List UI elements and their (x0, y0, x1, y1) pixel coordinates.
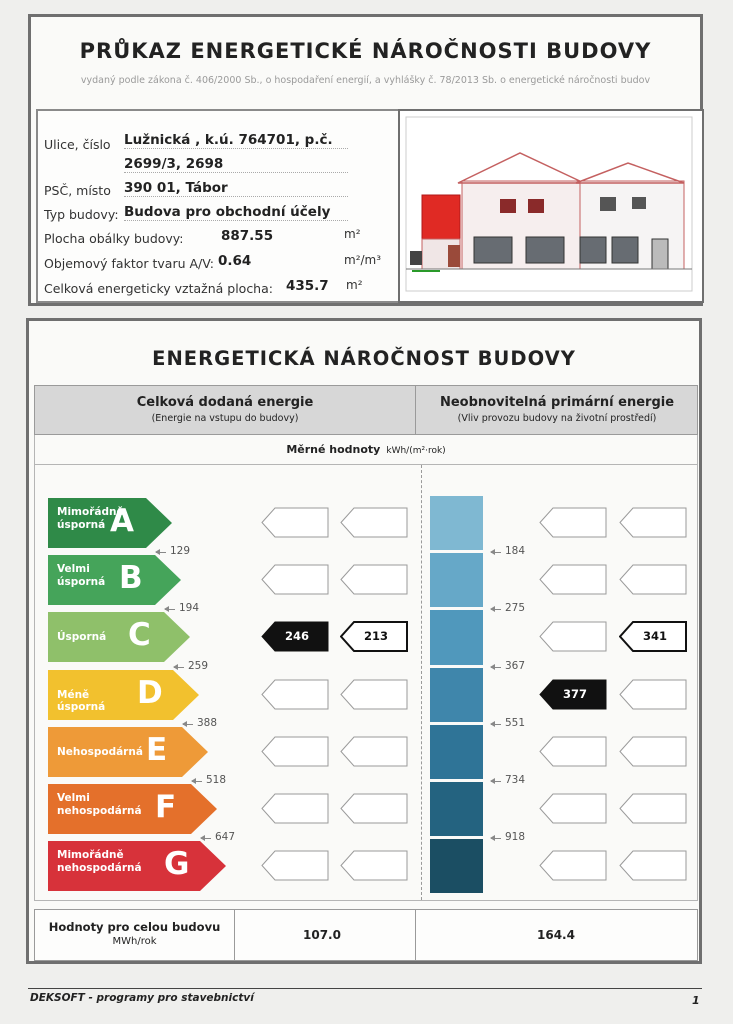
left-threshold-value: 194 (179, 602, 200, 615)
building-facade-image (400, 111, 698, 297)
energy-class-f (48, 784, 217, 834)
class-d-letter: D (137, 674, 163, 711)
building-details-panel (36, 109, 426, 303)
street-value-1: Lužnická , k.ú. 764701, p.č. (124, 132, 333, 148)
left-threshold-tick (201, 838, 211, 839)
envelope-area-value: 887.55 (221, 228, 274, 244)
left-threshold-tick (174, 667, 184, 668)
right-threshold-tick (491, 552, 501, 553)
left-threshold-tick (183, 724, 193, 725)
left-arrow-black-b (261, 564, 329, 595)
right-arrow-black-d (539, 679, 607, 710)
specific-values-row (34, 435, 698, 465)
left-arrow-black-d (261, 679, 329, 710)
right-arrow-white-a (619, 507, 687, 538)
energy-rating-box (26, 318, 702, 964)
left-arrow-white-a (340, 507, 408, 538)
street-label: Ulice, číslo (44, 137, 111, 152)
left-arrow-white-c-value: 213 (364, 629, 389, 644)
building-type-value: Budova pro obchodní účely (124, 204, 331, 220)
left-threshold-value: 388 (197, 716, 218, 729)
right-threshold-value: 734 (505, 774, 526, 786)
primary-scale-segment-c (430, 610, 483, 664)
primary-scale-segment-g (430, 839, 483, 893)
right-arrow-black-f (539, 793, 607, 824)
energy-class-d (48, 670, 199, 720)
left-threshold-tick (192, 781, 202, 782)
building-type-label: Typ budovy: (44, 207, 119, 222)
right-arrow-white-b (619, 564, 687, 595)
building-info-box (28, 14, 703, 306)
totals-label: Hodnoty pro celou budovu MWh/rok (35, 910, 235, 960)
right-arrow-white-f (619, 793, 687, 824)
document-subtitle: vydaný podle zákona č. 406/2000 Sb., o hospodaření energií, a vyhlášky č. 78/2013 Sb. o energetické náročnosti budov (80, 75, 651, 86)
class-f-letter: F (155, 789, 177, 825)
class-g-label: Mimořádně nehospodárná (57, 849, 142, 874)
class-f-label: Velmi nehospodárná (57, 792, 142, 817)
left-arrow-black-a (261, 507, 329, 538)
right-threshold-value: 918 (505, 831, 526, 844)
specific-values-unit: kWh/(m²·rok) (386, 446, 446, 456)
footer-publisher: DEKSOFT - programy pro stavebnictví (30, 992, 254, 1004)
right-arrow-black-e (539, 736, 607, 767)
class-e-label: Nehospodárná (57, 745, 143, 758)
energy-class-b (48, 555, 181, 605)
left-arrow-black-e (261, 736, 329, 767)
right-threshold-tick (491, 781, 501, 782)
primary-scale-segment-f (430, 782, 483, 836)
class-b-label: Velmi úsporná (57, 563, 106, 588)
shape-factor-unit: m²/m³ (344, 253, 382, 267)
right-arrow-black-a (539, 507, 607, 538)
energy-class-chart (34, 465, 698, 901)
class-a-label: Mimořádně úsporná (57, 506, 124, 531)
psc-label: PSČ, místo (44, 183, 111, 198)
primary-scale-segment-a (430, 496, 483, 550)
class-b-letter: B (119, 560, 143, 597)
street-value-2: 2699/3, 2698 (124, 156, 224, 172)
energy-class-g (48, 841, 226, 891)
reference-area-label: Celková energeticky vztažná plocha: (44, 281, 273, 296)
class-d-label: Méně úsporná (57, 688, 106, 714)
reference-area-unit: m² (346, 278, 363, 292)
right-arrow-black-c (539, 621, 607, 652)
right-threshold-tick (491, 724, 501, 725)
right-arrow-white-g (619, 850, 687, 881)
section-title: ENERGETICKÁ NÁROČNOST BUDOVY (152, 347, 576, 370)
energy-class-c (48, 612, 190, 662)
right-threshold-tick (491, 609, 501, 610)
energy-class-a (48, 498, 172, 548)
left-threshold-value: 259 (188, 659, 209, 672)
right-threshold-tick (491, 667, 501, 668)
energy-class-e (48, 727, 208, 777)
left-arrow-black-c (261, 621, 329, 652)
right-arrow-black-b (539, 564, 607, 595)
building-elevation-drawing (398, 109, 704, 303)
shape-factor-value: 0.64 (218, 253, 252, 269)
right-threshold-value: 551 (505, 716, 526, 729)
left-arrow-white-b (340, 564, 408, 595)
right-threshold-tick (491, 838, 501, 839)
envelope-area-label: Plocha obálky budovy: (44, 231, 184, 246)
left-arrow-white-g (340, 850, 408, 881)
class-a-letter: A (110, 503, 134, 539)
class-c-label: Úsporná (57, 631, 107, 644)
reference-area-value: 435.7 (286, 278, 329, 294)
left-arrow-white-e (340, 736, 408, 767)
left-threshold-value: 129 (170, 545, 191, 558)
right-arrow-white-e (619, 736, 687, 767)
envelope-area-unit: m² (344, 227, 361, 241)
class-g-letter: G (164, 846, 190, 883)
left-arrow-white-c (340, 621, 408, 652)
left-arrow-white-d (340, 679, 408, 710)
right-arrow-white-d (619, 679, 687, 710)
column-headers (34, 385, 698, 435)
specific-values-label: Měrné hodnoty (286, 443, 381, 456)
left-arrow-black-c-value: 246 (285, 629, 310, 644)
left-arrow-white-f (340, 793, 408, 824)
total-primary-energy: 164.4 (537, 928, 575, 942)
primary-scale-segment-d (430, 668, 483, 722)
right-arrow-black-g (539, 850, 607, 881)
primary-scale-segment-e (430, 725, 483, 779)
left-column-header: Celková dodaná energie (Energie na vstupu do budovy) (136, 395, 314, 424)
class-c-letter: C (128, 617, 151, 654)
left-arrow-black-g (261, 850, 329, 881)
right-threshold-value: 275 (505, 602, 526, 615)
right-threshold-value: 367 (505, 659, 526, 672)
right-arrow-white-c (619, 621, 687, 652)
primary-scale-segment-b (430, 553, 483, 607)
left-threshold-value: 518 (206, 774, 227, 786)
right-threshold-value: 184 (505, 545, 526, 558)
building-totals-row (34, 909, 698, 961)
left-arrow-black-f (261, 793, 329, 824)
left-threshold-tick (165, 609, 175, 610)
total-delivered-energy: 107.0 (303, 928, 341, 942)
right-arrow-black-d-value: 377 (563, 686, 588, 701)
class-e-letter: E (146, 731, 168, 768)
psc-value: 390 01, Tábor (124, 180, 228, 196)
left-threshold-tick (156, 552, 166, 553)
shape-factor-label: Objemový faktor tvaru A/V: (44, 256, 214, 271)
right-arrow-white-c-value: 341 (643, 629, 668, 644)
right-column-header: Neobnovitelná primární energie (Vliv provozu budovy na životní prostředí) (439, 395, 675, 424)
left-threshold-value: 647 (215, 831, 236, 844)
document-title: PRŮKAZ ENERGETICKÉ NÁROČNOSTI BUDOVY (79, 39, 652, 63)
page-number: 1 (692, 994, 700, 1007)
